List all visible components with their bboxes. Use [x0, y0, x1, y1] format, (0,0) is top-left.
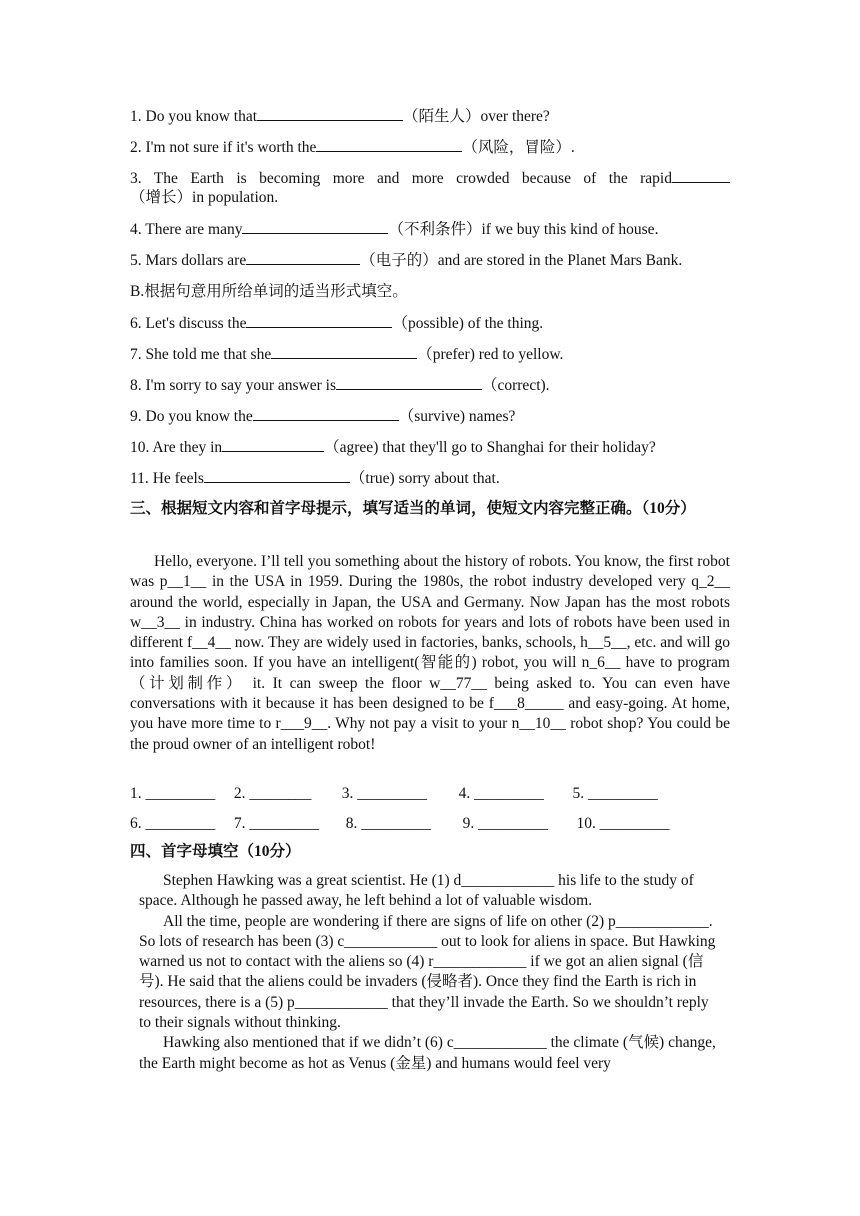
answer-slot[interactable]: 3. _________	[341, 785, 427, 802]
question-text: Do you know that	[145, 108, 258, 125]
answer-slot[interactable]: 7. _________	[233, 815, 320, 832]
passage-text: Hello, everyone. I’ll tell you something about the history of robots. You know, the first robot was p__1__ in the USA in 1959. During the 1980s, the robot industry developed very q_2__ around the world, especially in Japan, the USA and Germany. Now Japan has the most robots w__3__ in industry. China has worked on robots for years and lots of robots have been used in different f__4__ now. They are widely used in factories, banks, schools, h__5__, etc. and will go into families soon. If you have an intelligent(智能的) robot, you will n_6__ have to program（计划制作） it. It can sweep the floor w__77__ being asked to. You can even have conversations with it because it has been designed to be f___8_____ and easy-going. At home, you have more time to r___9__. Why not pay a visit to your n__10__ robot shop? You could be the proud owner of an intelligent robot!	[130, 553, 730, 753]
passage-paragraph: Stephen Hawking was a great scientist. He (1) d____________ his life to the study of space. Although he passed away, he left behind a lot of valuable wisdom.	[139, 872, 694, 910]
question-1	[130, 106, 730, 127]
question-text: The Earth is becoming more and more crowded because of the rapid	[153, 170, 672, 187]
section-4-title: 四、首字母填空（10分）	[130, 843, 301, 860]
question-2	[130, 137, 730, 158]
question-hint: （true)	[349, 470, 395, 487]
question-text: She told me that she	[145, 346, 272, 363]
question-number: 7.	[130, 346, 142, 363]
question-hint: （不利条件）	[388, 221, 482, 238]
answer-row-2	[130, 814, 730, 834]
answer-blank[interactable]	[316, 137, 462, 152]
question-10	[130, 437, 730, 458]
answer-blank[interactable]	[271, 344, 417, 359]
answer-slot[interactable]: 5. _________	[572, 785, 658, 802]
question-number: 8.	[130, 377, 142, 394]
hawking-passage	[139, 871, 719, 1074]
question-number: 6.	[130, 315, 142, 332]
question-number: 11.	[130, 470, 149, 487]
answer-slot[interactable]: 9. _________	[462, 815, 548, 832]
answer-row-1	[130, 784, 730, 804]
question-hint: （prefer)	[417, 346, 475, 363]
question-number: 10.	[130, 439, 150, 456]
question-text: There are many	[145, 221, 243, 238]
question-hint: （电子的）	[360, 252, 438, 269]
answer-blank[interactable]	[204, 468, 350, 483]
question-text: and are stored in the Planet Mars Bank.	[437, 252, 683, 269]
question-text: Are they in	[152, 439, 223, 456]
question-hint: （survive)	[398, 408, 465, 425]
section-3-title: 三、根据短文内容和首字母提示，填写适当的单词，使短文内容完整正确。（10分）	[130, 500, 696, 517]
answer-blank[interactable]	[246, 250, 360, 265]
question-hint: （增长）	[130, 189, 193, 206]
question-4	[130, 219, 730, 240]
answer-slot[interactable]: 10. _________	[576, 815, 670, 832]
question-9	[130, 406, 730, 427]
question-number: 3.	[130, 170, 142, 187]
question-text: Let's discuss the	[145, 315, 247, 332]
question-hint: （correct).	[481, 377, 550, 394]
passage-paragraph: Hawking also mentioned that if we didn’t (6) c____________ the climate (气候) change, the Earth might become as hot as Venus (金星) and humans would feel very	[139, 1034, 716, 1072]
answer-blank[interactable]	[257, 106, 403, 121]
question-6	[130, 313, 730, 334]
question-8	[130, 375, 730, 396]
question-hint: （agree)	[324, 439, 379, 456]
answer-slot[interactable]: 1. _________	[130, 785, 216, 802]
question-text: sorry about that.	[398, 470, 500, 487]
question-5	[130, 250, 730, 271]
question-3-cont	[130, 188, 730, 208]
question-text: of the thing.	[467, 315, 544, 332]
question-number: 5.	[130, 252, 142, 269]
answer-slot[interactable]: 6. _________	[130, 815, 216, 832]
answer-blank[interactable]	[336, 375, 482, 390]
question-text: I'm not sure if it's worth the	[145, 139, 317, 156]
question-text: Do you know the	[145, 408, 253, 425]
question-number: 9.	[130, 408, 142, 425]
answer-blank[interactable]	[672, 168, 730, 183]
passage-paragraph: All the time, people are wondering if there are signs of life on other (2) p____________. So lots of research has been (3) c____________ out to look for aliens in space. But Hawking warned us not to contact with the aliens so (4) r____________ if we got an alien signal (信号). He said that the aliens could be invaders (侵略者). Once they find the Earth is rich in resources, there is a (5) p____________ that they’ll invade the Earth. So we shouldn’t reply to their signals without thinking.	[139, 912, 716, 1032]
answer-blank[interactable]	[253, 406, 399, 421]
question-text: I'm sorry to say your answer is	[145, 377, 336, 394]
question-text: He feels	[152, 470, 204, 487]
robot-passage	[130, 552, 730, 755]
question-text: over there?	[480, 108, 550, 125]
question-text: names?	[468, 408, 516, 425]
question-hint: （possible)	[392, 315, 464, 332]
question-11	[130, 468, 730, 489]
question-number: 1.	[130, 108, 142, 125]
answer-slot[interactable]: 8. _________	[345, 815, 431, 832]
question-3	[130, 168, 730, 188]
question-number: 4.	[130, 221, 142, 238]
question-text: that they'll go to Shanghai for their holiday?	[382, 439, 656, 456]
question-number: 2.	[130, 139, 142, 156]
question-7	[130, 344, 730, 365]
question-text: if we buy this kind of house.	[481, 221, 659, 238]
answer-slot[interactable]: 4. _________	[458, 785, 544, 802]
question-hint: （陌生人）	[403, 108, 481, 125]
question-text: in population.	[192, 189, 279, 206]
answer-blank[interactable]	[242, 219, 388, 234]
part-b-title: B.根据句意用所给单词的适当形式填空。	[130, 283, 408, 300]
question-text: Mars dollars are	[145, 252, 247, 269]
answer-slot[interactable]: 2. ________	[233, 785, 312, 802]
answer-blank[interactable]	[222, 437, 324, 452]
question-text: .	[570, 139, 575, 156]
question-hint: （风险，冒险）	[462, 139, 571, 156]
question-text: red to yellow.	[478, 346, 564, 363]
answer-blank[interactable]	[246, 313, 392, 328]
